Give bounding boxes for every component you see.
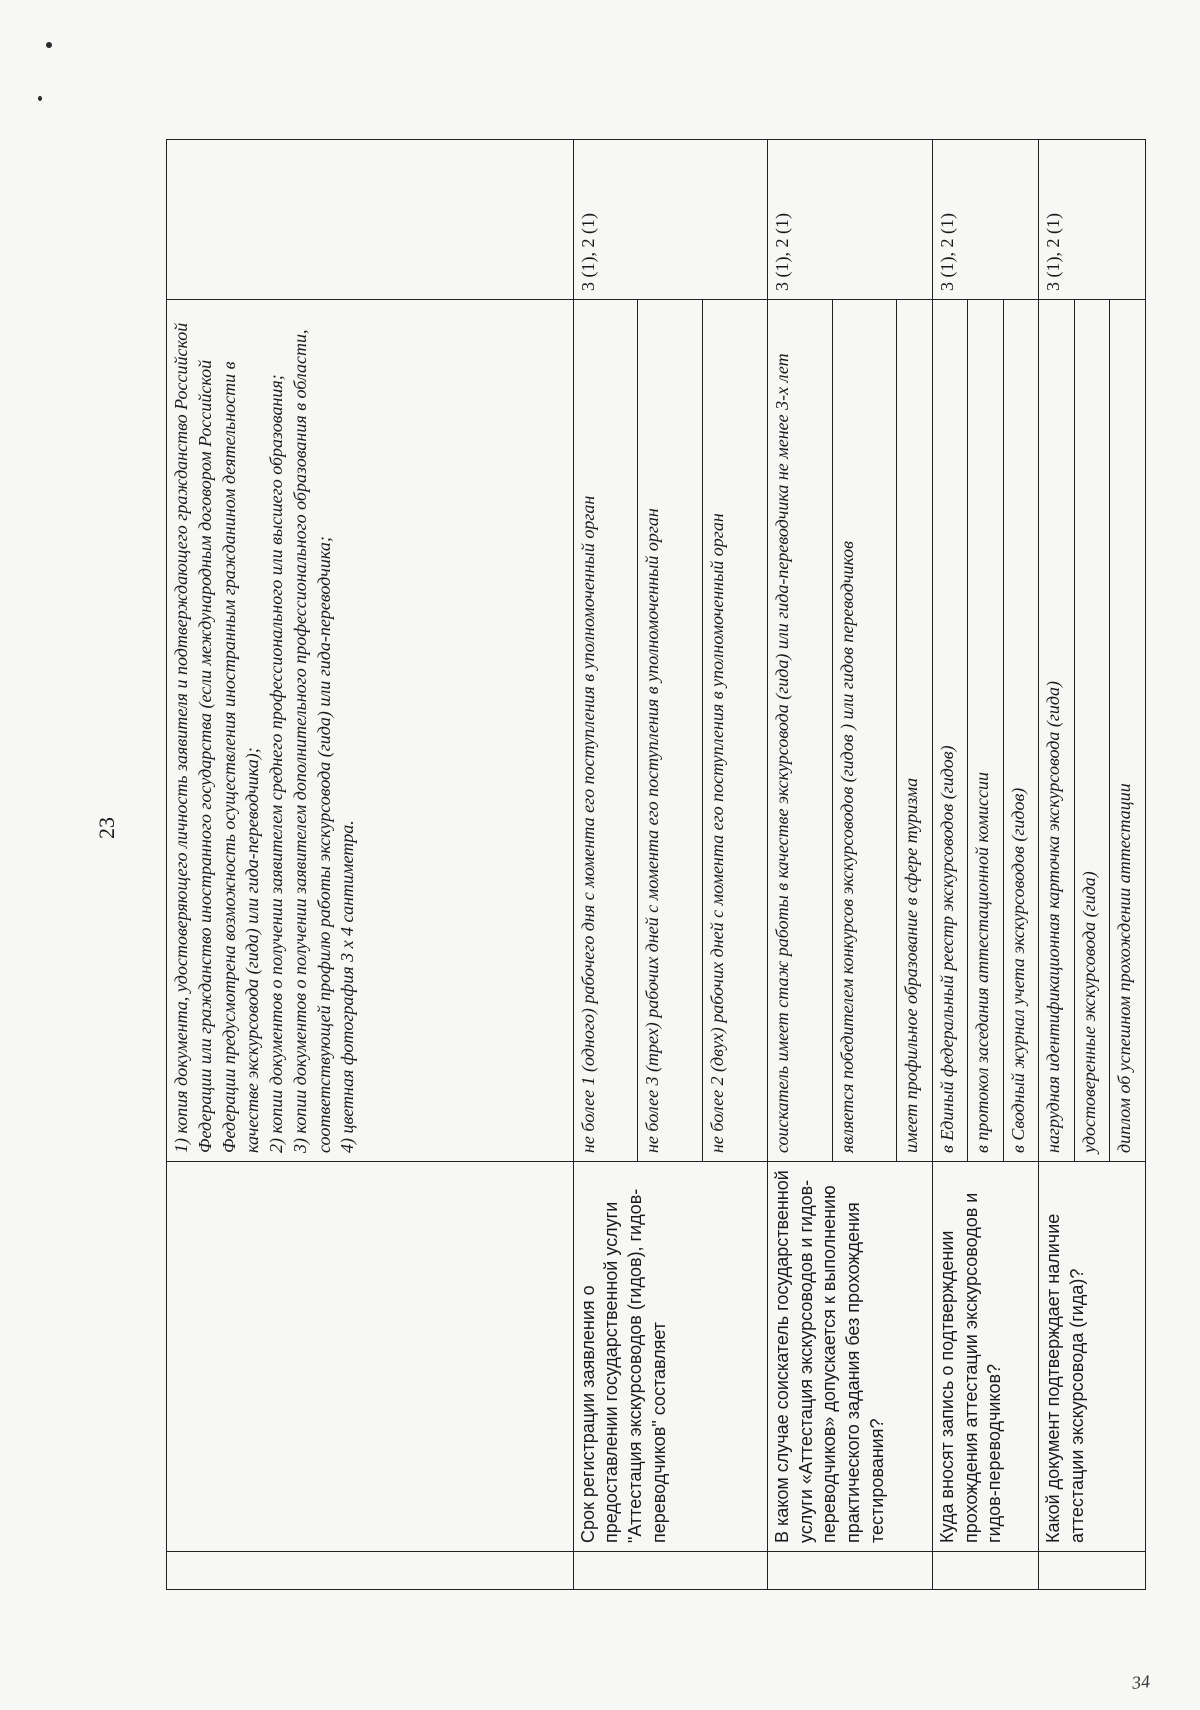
reference-cell: 3 (1), 2 (1): [932, 140, 1039, 300]
table-row: [573, 140, 638, 1590]
reference-cell: 3 (1), 2 (1): [1039, 140, 1146, 300]
question-table: [166, 139, 1146, 1590]
answer-cell: диплом об успешном прохождении аттестации: [1110, 300, 1146, 1162]
answer-cell: имеет профильное образование в сфере туризма: [897, 300, 933, 1162]
table-row: [167, 140, 574, 1590]
row-number-cell: [1039, 1552, 1146, 1590]
answer-cell: является победителем конкурсов экскурсоводов (гидов ) или гидов переводчиков: [832, 300, 897, 1162]
row-number-cell: [167, 1552, 574, 1590]
answer-cell: не более 1 (одного) рабочего дня с момента его поступления в уполномоченный орган: [573, 300, 638, 1162]
reference-cell: 3 (1), 2 (1): [573, 140, 767, 300]
answer-cell: в протокол заседания аттестационной комиссии: [968, 300, 1004, 1162]
reference-cell: [167, 140, 574, 300]
scan-speck: [38, 96, 42, 101]
row-number-cell: [573, 1552, 767, 1590]
reference-cell: 3 (1), 2 (1): [767, 140, 932, 300]
table-row: [1039, 140, 1075, 1590]
question-cell: [167, 1162, 574, 1552]
answer-cell: соискатель имеет стаж работы в качестве экскурсовода (гида) или гида-переводчика не менее 3-х лет: [767, 300, 832, 1162]
row-number-cell: [932, 1552, 1039, 1590]
handwritten-page-mark: 34: [1130, 1671, 1151, 1693]
row-number-cell: [767, 1552, 932, 1590]
scan-speck: [46, 42, 52, 48]
answer-cell: удостоверенные экскурсовода (гида): [1074, 300, 1110, 1162]
answer-text: 1) копия документа, удостоверяющего личность заявителя и подтверждающего гражданство Российской Федерации или гражданство иностранного государства (если международным договором Российской Федерации предусмотрена возможность осуществления иностранным гражданином деятельности в качестве экскурсовода (гида) или гида-переводчика); 2) копии документов о получении заявителем среднего профессионального или высшего образования; 3) копии документов о получении заявителем дополнительного профессионального образования в области, соответствующей профилю работы экскурсовода (гида) или гида-переводчика; 4) цветная фотография 3 х 4 сантиметра.: [171, 322, 358, 1153]
question-cell: Срок регистрации заявления о предоставлении государственной услуги "Аттестация экскурсоводов (гидов), гидов-переводчиков" составляет: [573, 1162, 767, 1552]
answer-cell: не более 3 (трех) рабочих дней с момента его поступления в уполномоченный орган: [638, 300, 703, 1162]
question-cell: В каком случае соискатель государственной услуги «Аттестация экскурсоводов и гидов-переводчиков» допускается к выполнению практического задания без прохождения тестирования?: [767, 1162, 932, 1552]
rotated-table-container: [166, 140, 1146, 1590]
table-row: [767, 140, 832, 1590]
table-row: [932, 140, 968, 1590]
answer-cell: в Сводный журнал учета экскурсоводов (гидов): [1003, 300, 1039, 1162]
page-number: 23: [94, 817, 119, 839]
answer-cell: не более 2 (двух) рабочих дней с момента его поступления в уполномоченный орган: [703, 300, 768, 1162]
answer-cell: нагрудная идентификационная карточка экскурсовода (гида): [1039, 300, 1075, 1162]
answer-cell: в Единый федеральный реестр экскурсоводов (гидов): [932, 300, 968, 1162]
question-cell: Какой документ подтверждает наличие аттестации экскурсовода (гида)?: [1039, 1162, 1146, 1552]
answer-cell: [167, 300, 574, 1162]
question-cell: Куда вносят запись о подтверждении прохождения аттестации экскурсоводов и гидов-переводчиков?: [932, 1162, 1039, 1552]
